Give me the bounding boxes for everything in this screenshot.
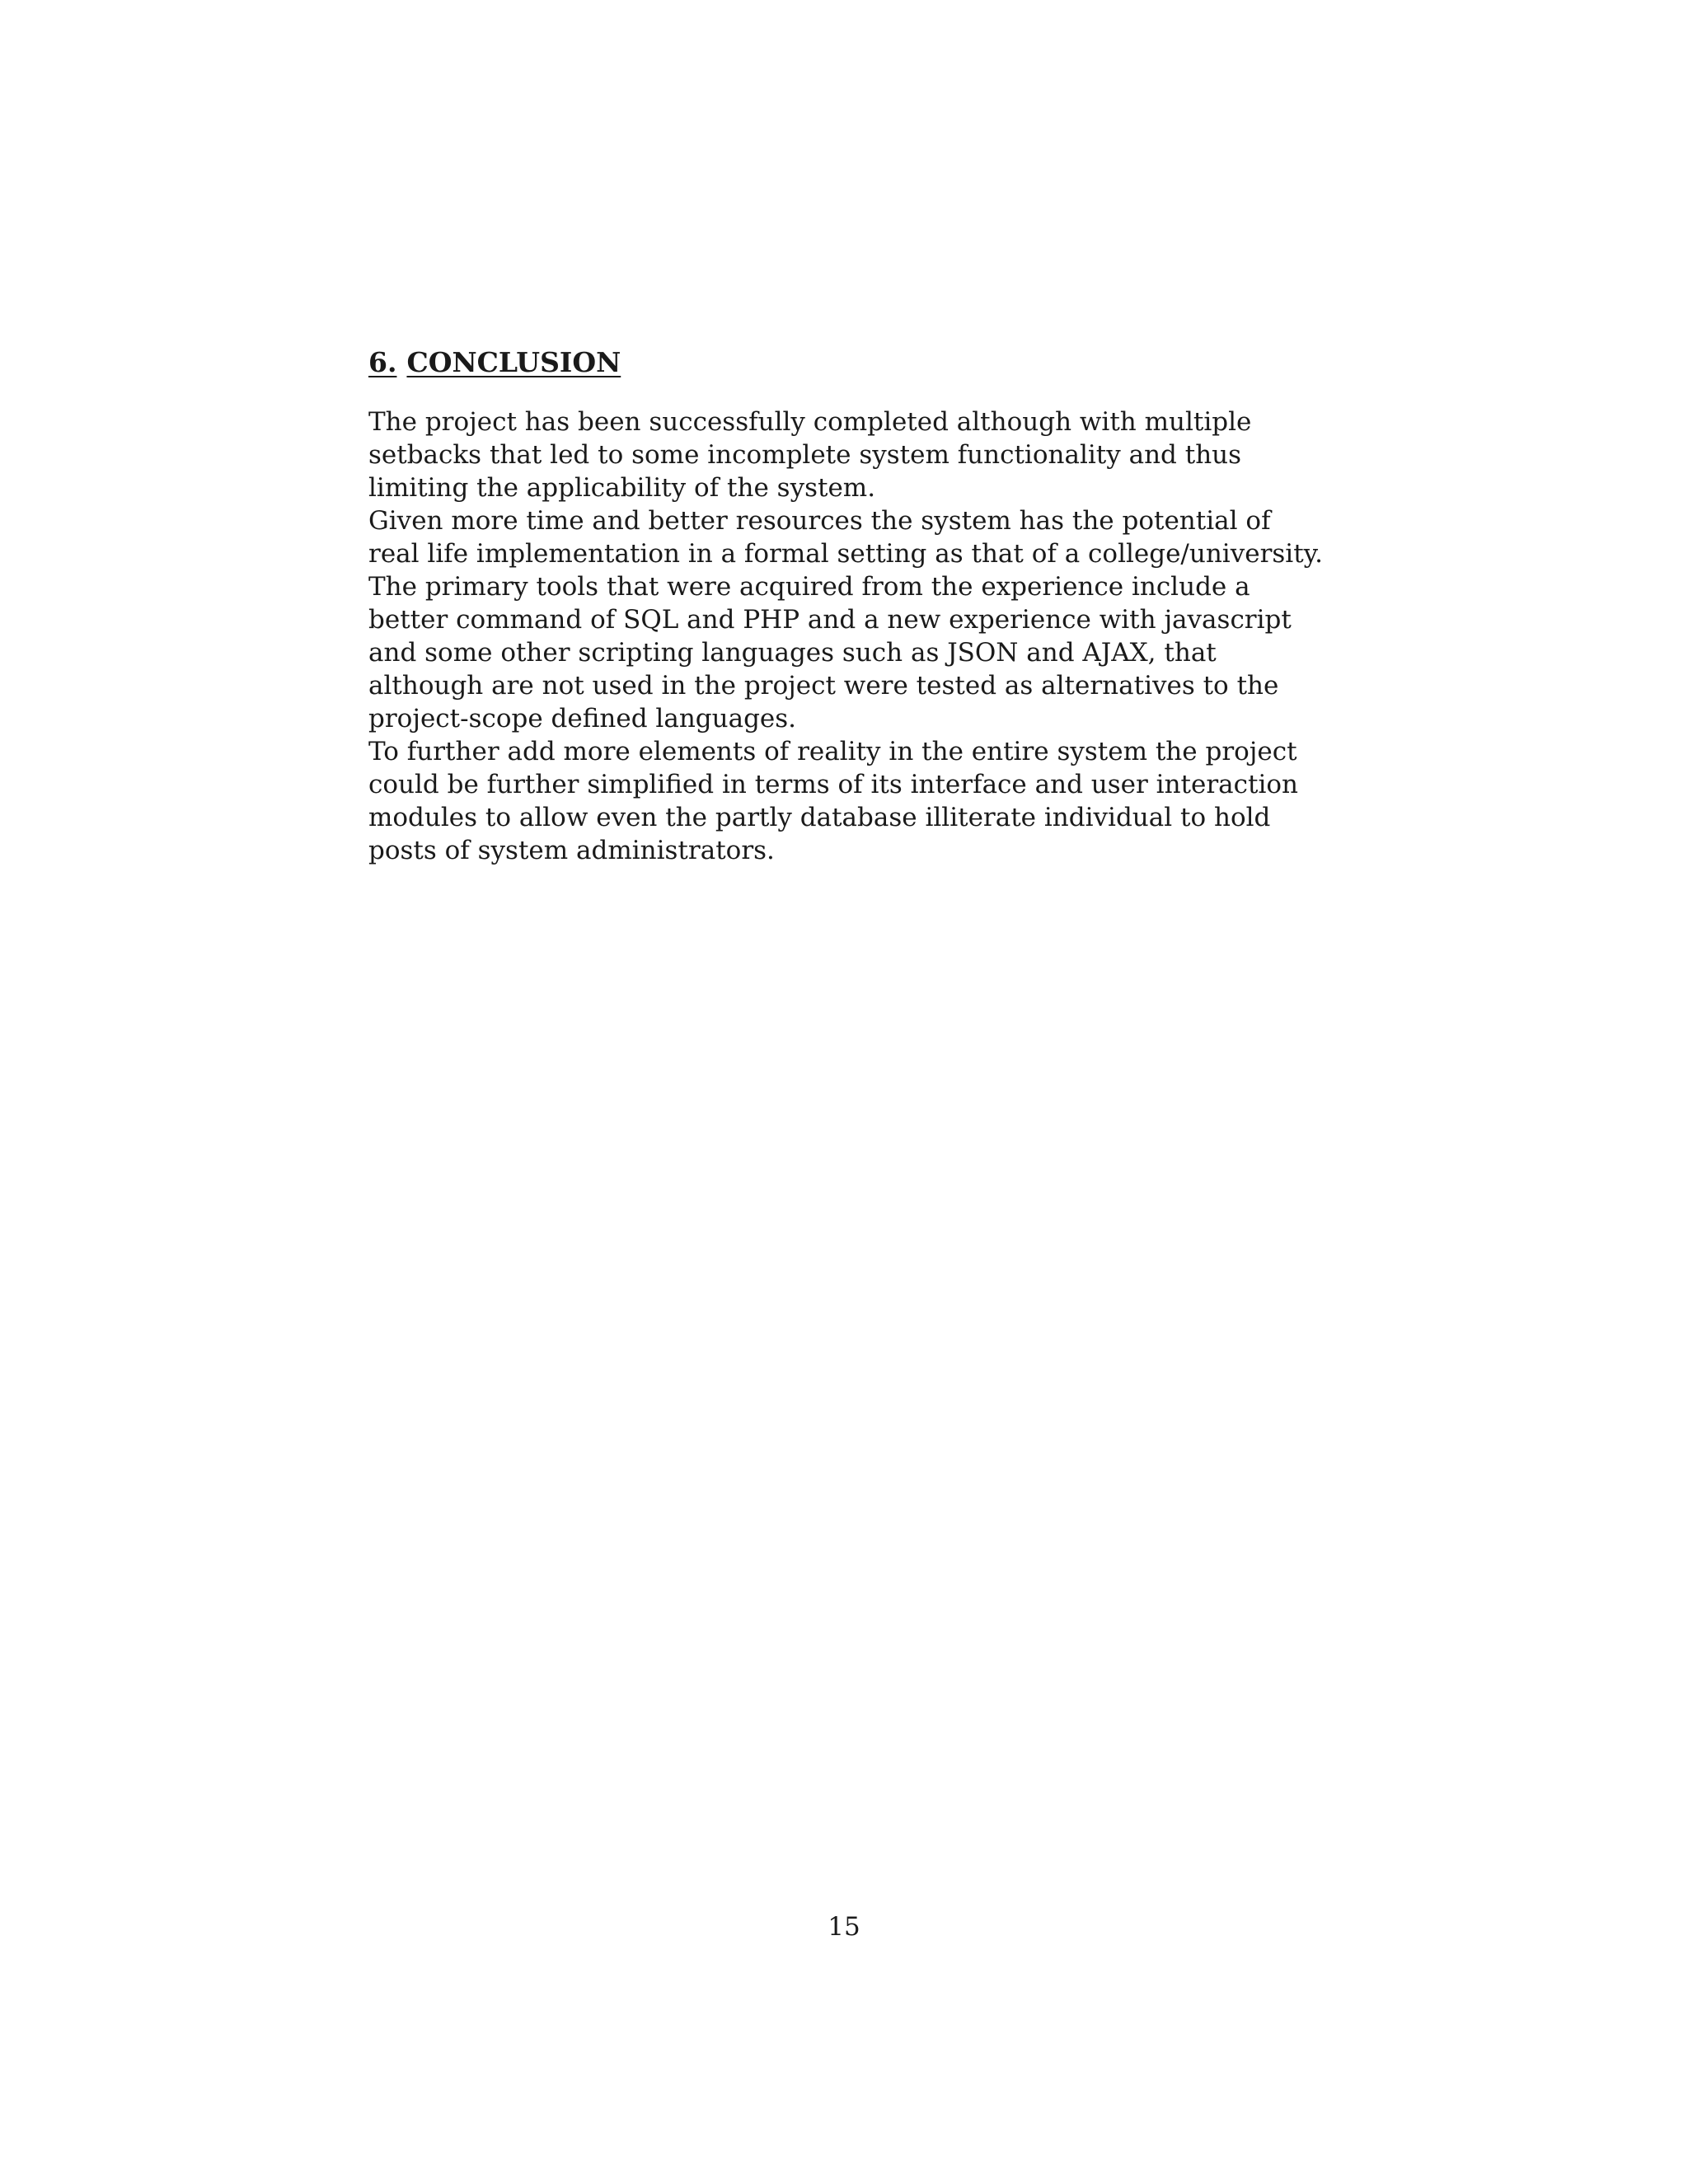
section-heading [368,344,1325,381]
page-number: 15 [828,1912,860,1942]
paragraph-tools: The primary tools that were acquired from the experience include a better command of SQL and PHP and a new experience with javascript and some other scripting languages such as JSON and AJAX, that although are not used in the project were tested as alternatives to the project-scope defined languages. [368,572,1292,733]
section-number: 6. [368,346,397,378]
page-content [368,344,1325,867]
paragraph-potential: Given more time and better resources the system has the potential of real life implementation in a formal setting as that of a college/university. [368,506,1323,569]
section-title: CONCLUSION [406,346,621,378]
paragraph-summary: The project has been successfully completed although with multiple setbacks that led to some incomplete system functionality and thus limiting the applicability of the system. [368,407,1252,503]
paragraph-future-work: To further add more elements of reality in the entire system the project could be further simplified in terms of its interface and user interaction modules to allow even the partly database illiterate individual to hold posts of system administrators. [368,737,1299,865]
